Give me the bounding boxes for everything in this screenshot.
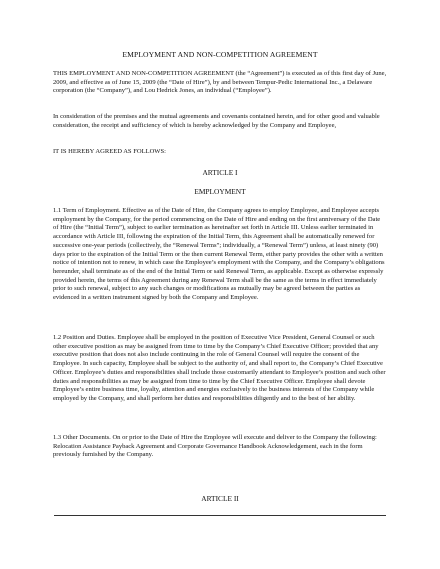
intro-paragraph: THIS EMPLOYMENT AND NON-COMPETITION AGREEMENT (the “Agreement”) is executed as of this first day of June, 2009, and effective as of June 15, 2009 (the “Date of Hire”), by and between Tempur-Pedic International Inc., a Delaware corporation (the “Company”), and Lou Hedrick Jones, an individual (“Employee”). <box>53 70 387 95</box>
article-1-title: EMPLOYMENT <box>194 187 246 196</box>
page-divider <box>54 515 386 516</box>
article-2-heading: ARTICLE II <box>201 494 239 503</box>
section-1-2: 1.2 Position and Duties. Employee shall be employed in the position of Executive Vice President, General Counsel or such other executive position as may be assigned from time to time by the Company’s Chief Executive Officer; provided that any executive position that does not also include continuing in the role of General Counsel will require the consent of the Employee. In such capacity, Employee shall be subject to the authority of, and shall report to, the Company’s Chief Executive Officer. Employee’s duties and responsibilities shall include those customarily attendant to Employee’s position and such other duties and responsibilities as may be assigned from time to time by the Chief Executive Officer. Employee shall devote Employee’s entire business time, loyalty, attention and energies exclusively to the business interests of the Company while employed by the Company, and shall perform her duties and responsibilities diligently and to the best of her ability. <box>53 334 386 402</box>
consideration-paragraph: In consideration of the premises and the mutual agreements and covenants contained herein, and for other good and valuable consideration, the receipt and sufficiency of which is hereby acknowledged by the Company and Employee, <box>53 113 380 129</box>
agreed-statement: IT IS HEREBY AGREED AS FOLLOWS: <box>53 148 166 155</box>
document-title: EMPLOYMENT AND NON-COMPETITION AGREEMENT <box>122 50 318 59</box>
article-1-heading: ARTICLE I <box>202 168 238 177</box>
section-1-3: 1.3 Other Documents. On or prior to the Date of Hire the Employee will execute and deliver to the Company the following: Relocation Assistance Payback Agreement and Corporate Governance Handbook Acknowledgement, each in the form previously furnished by the Company. <box>53 434 377 459</box>
section-1-1: 1.1 Term of Employment. Effective as of the Date of Hire, the Company agrees to employ Employee, and Employee accepts employment by the Company, for the period commencing on the Date of Hire and ending on the first anniversary of the Date of Hire (the “Initial Term”), subject to earlier termination as hereinafter set forth in Article III. Unless earlier terminated in accordance with Article III, following the expiration of the Initial Term, this Agreement shall be automatically renewed for successive one-year periods (collectively, the “Renewal Terms”; individually, a “Renewal Term”) unless, at least ninety (90) days prior to the expiration of the Initial Term or the then current Renewal Term, either party provides the other with a written notice of intention not to renew, in which case the Employee’s employment with the Company, and the Company’s obligations hereunder, shall terminate as of the end of the Initial Term or said Renewal Term, as applicable. Except as otherwise expressly provided herein, the terms of this Agreement during any Renewal Term shall be the same as the terms in effect immediately prior to such renewal, subject to any such changes or modifications as mutually may be agreed between the parties as evidenced in a written instrument signed by both the Company and Employee. <box>53 207 385 302</box>
